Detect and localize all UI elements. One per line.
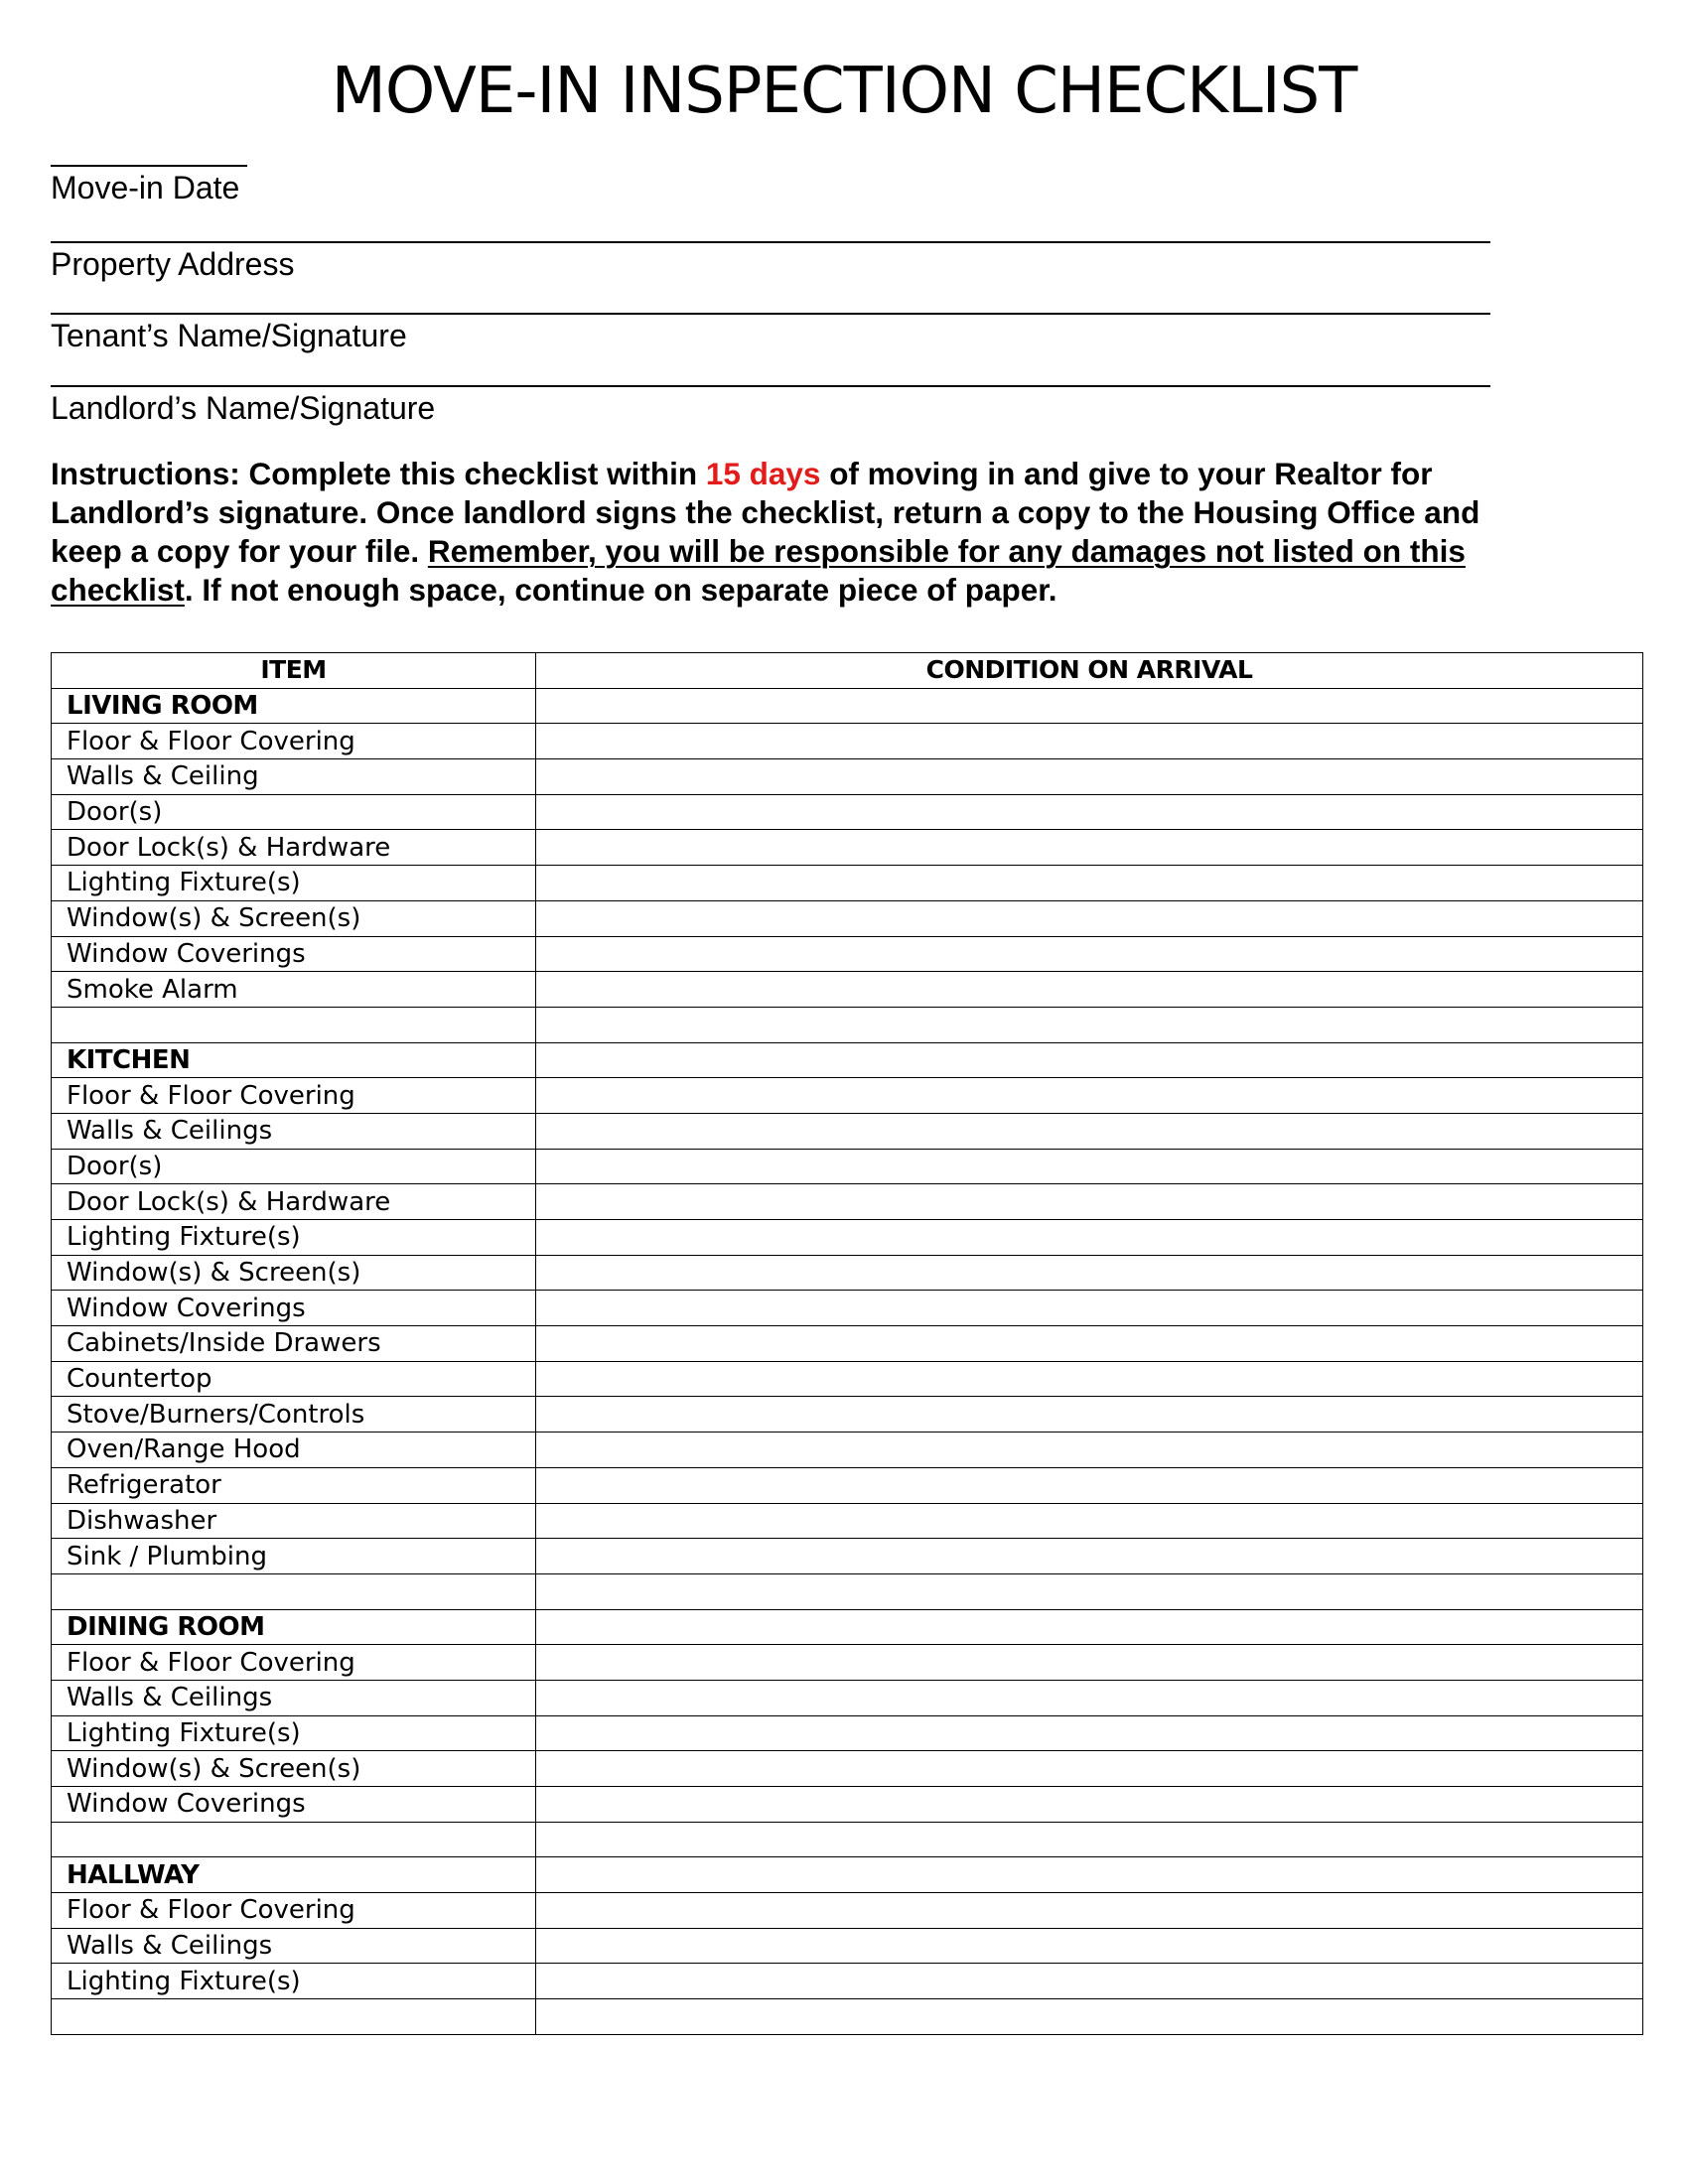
item-cell: Door Lock(s) & Hardware [52,830,536,866]
table-body [52,688,1643,2034]
condition-cell[interactable] [536,1645,1643,1681]
item-cell: Oven/Range Hood [52,1433,536,1468]
section-row [52,1857,1643,1893]
table-row [52,1291,1643,1326]
instructions-text-2: of moving in and give to your Realtor for Landlord’s signature. Once landlord signs the checklist, return a copy to the Housing Office and keep a copy for your file. [51,456,1480,569]
section-title: DINING ROOM [52,1609,536,1645]
instructions-warning: Remember, you will be responsible for any damages not listed on this checklist [51,533,1466,608]
table-row [52,1078,1643,1114]
table-row [52,936,1643,972]
table-row [52,759,1643,795]
section-title: HALLWAY [52,1857,536,1893]
condition-cell[interactable] [536,1964,1643,1999]
table-header-row [52,653,1643,689]
item-cell: Window(s) & Screen(s) [52,1751,536,1787]
table-row [52,1467,1643,1503]
move-in-date-label: Move-in Date [51,170,240,205]
section-title: KITCHEN [52,1042,536,1078]
table-row [52,1326,1643,1362]
item-cell: Smoke Alarm [52,972,536,1008]
table-row [52,1220,1643,1256]
table-row [52,1964,1643,1999]
condition-cell[interactable] [536,1255,1643,1291]
condition-cell[interactable] [536,1539,1643,1574]
item-cell: Floor & Floor Covering [52,724,536,759]
item-cell: Walls & Ceilings [52,1928,536,1964]
tenant-signature-field[interactable] [51,313,1490,354]
table-row [52,1255,1643,1291]
item-cell: Sink / Plumbing [52,1539,536,1574]
item-cell: Floor & Floor Covering [52,1078,536,1114]
condition-cell[interactable] [536,1149,1643,1184]
table-row [52,1787,1643,1823]
table-row [52,1503,1643,1539]
property-address-line [51,241,1490,243]
table-row [52,1645,1643,1681]
instructions-text-1: Instructions: Complete this checklist within [51,456,706,491]
section-title: LIVING ROOM [52,688,536,724]
item-cell: Cabinets/Inside Drawers [52,1326,536,1362]
item-cell: Refrigerator [52,1467,536,1503]
item-cell: Lighting Fixture(s) [52,1964,536,1999]
table-row [52,1893,1643,1929]
landlord-signature-field[interactable] [51,385,1490,427]
item-cell: Lighting Fixture(s) [52,866,536,901]
property-address-label: Property Address [51,246,295,282]
condition-cell[interactable] [536,1680,1643,1715]
item-cell: Window(s) & Screen(s) [52,1255,536,1291]
condition-cell[interactable] [536,1893,1643,1929]
item-cell: Lighting Fixture(s) [52,1715,536,1751]
condition-cell[interactable] [536,1361,1643,1397]
condition-cell[interactable] [536,724,1643,759]
item-cell: Window Coverings [52,1787,536,1823]
table-row [52,1361,1643,1397]
instructions-deadline: 15 days [705,456,821,491]
condition-cell[interactable] [536,1007,1643,1042]
table-row [52,972,1643,1008]
item-cell: Lighting Fixture(s) [52,1220,536,1256]
condition-cell[interactable] [536,830,1643,866]
item-cell [52,1822,536,1857]
table-row [52,1928,1643,1964]
table-row [52,830,1643,866]
table-row [52,1751,1643,1787]
table-row [52,866,1643,901]
landlord-signature-line [51,385,1490,387]
condition-cell[interactable] [536,1787,1643,1823]
item-cell: Stove/Burners/Controls [52,1397,536,1433]
item-cell: Window(s) & Screen(s) [52,900,536,936]
item-cell: Floor & Floor Covering [52,1645,536,1681]
item-cell: Dishwasher [52,1503,536,1539]
table-row [52,1573,1643,1609]
item-cell: Floor & Floor Covering [52,1893,536,1929]
item-cell: Door(s) [52,794,536,830]
table-row [52,1149,1643,1184]
table-row [52,1007,1643,1042]
item-column-header: ITEM [52,653,536,689]
inspection-table [51,652,1643,2035]
condition-cell[interactable] [536,1573,1643,1609]
tenant-signature-label: Tenant’s Name/Signature [51,318,407,353]
condition-cell[interactable] [536,794,1643,830]
section-row [52,1042,1643,1078]
condition-cell[interactable] [536,1433,1643,1468]
condition-cell[interactable] [536,688,1643,724]
condition-cell[interactable] [536,1042,1643,1078]
condition-cell[interactable] [536,1999,1643,2035]
condition-cell[interactable] [536,936,1643,972]
table-row [52,1539,1643,1574]
condition-cell[interactable] [536,1326,1643,1362]
condition-cell[interactable] [536,1113,1643,1149]
condition-cell[interactable] [536,1857,1643,1893]
section-row [52,688,1643,724]
property-address-field[interactable] [51,241,1490,283]
page-title: MOVE-IN INSPECTION CHECKLIST [331,55,1357,128]
condition-cell[interactable] [536,1822,1643,1857]
landlord-signature-label: Landlord’s Name/Signature [51,390,436,426]
instructions-text-3: . If not enough space, continue on separate piece of paper. [184,572,1057,608]
condition-cell[interactable] [536,1291,1643,1326]
condition-cell[interactable] [536,866,1643,901]
table-row [52,1113,1643,1149]
condition-cell[interactable] [536,1078,1643,1114]
condition-cell[interactable] [536,1751,1643,1787]
table-row [52,724,1643,759]
instructions [51,455,1490,610]
item-cell [52,1007,536,1042]
condition-cell[interactable] [536,972,1643,1008]
condition-cell[interactable] [536,759,1643,795]
item-cell: Door(s) [52,1149,536,1184]
item-cell: Door Lock(s) & Hardware [52,1184,536,1220]
condition-cell[interactable] [536,1609,1643,1645]
condition-cell[interactable] [536,1715,1643,1751]
table-row [52,1184,1643,1220]
condition-cell[interactable] [536,1928,1643,1964]
item-cell: Window Coverings [52,1291,536,1326]
tenant-signature-line [51,313,1490,315]
condition-cell[interactable] [536,1397,1643,1433]
item-cell: Walls & Ceilings [52,1680,536,1715]
table-row [52,1397,1643,1433]
item-cell [52,1999,536,2035]
move-in-date-line [51,165,247,167]
item-cell [52,1573,536,1609]
item-cell: Walls & Ceiling [52,759,536,795]
item-cell: Walls & Ceilings [52,1113,536,1149]
table-row [52,1680,1643,1715]
table-row [52,1433,1643,1468]
item-cell: Countertop [52,1361,536,1397]
move-in-date-field[interactable] [51,165,247,206]
table-row [52,1822,1643,1857]
condition-cell[interactable] [536,1467,1643,1503]
condition-cell[interactable] [536,1220,1643,1256]
section-row [52,1609,1643,1645]
condition-column-header: CONDITION ON ARRIVAL [536,653,1643,689]
condition-cell[interactable] [536,1184,1643,1220]
condition-cell[interactable] [536,1503,1643,1539]
table-row [52,794,1643,830]
table-row [52,1715,1643,1751]
item-cell: Window Coverings [52,936,536,972]
condition-cell[interactable] [536,900,1643,936]
table-row [52,1999,1643,2035]
table-row [52,900,1643,936]
